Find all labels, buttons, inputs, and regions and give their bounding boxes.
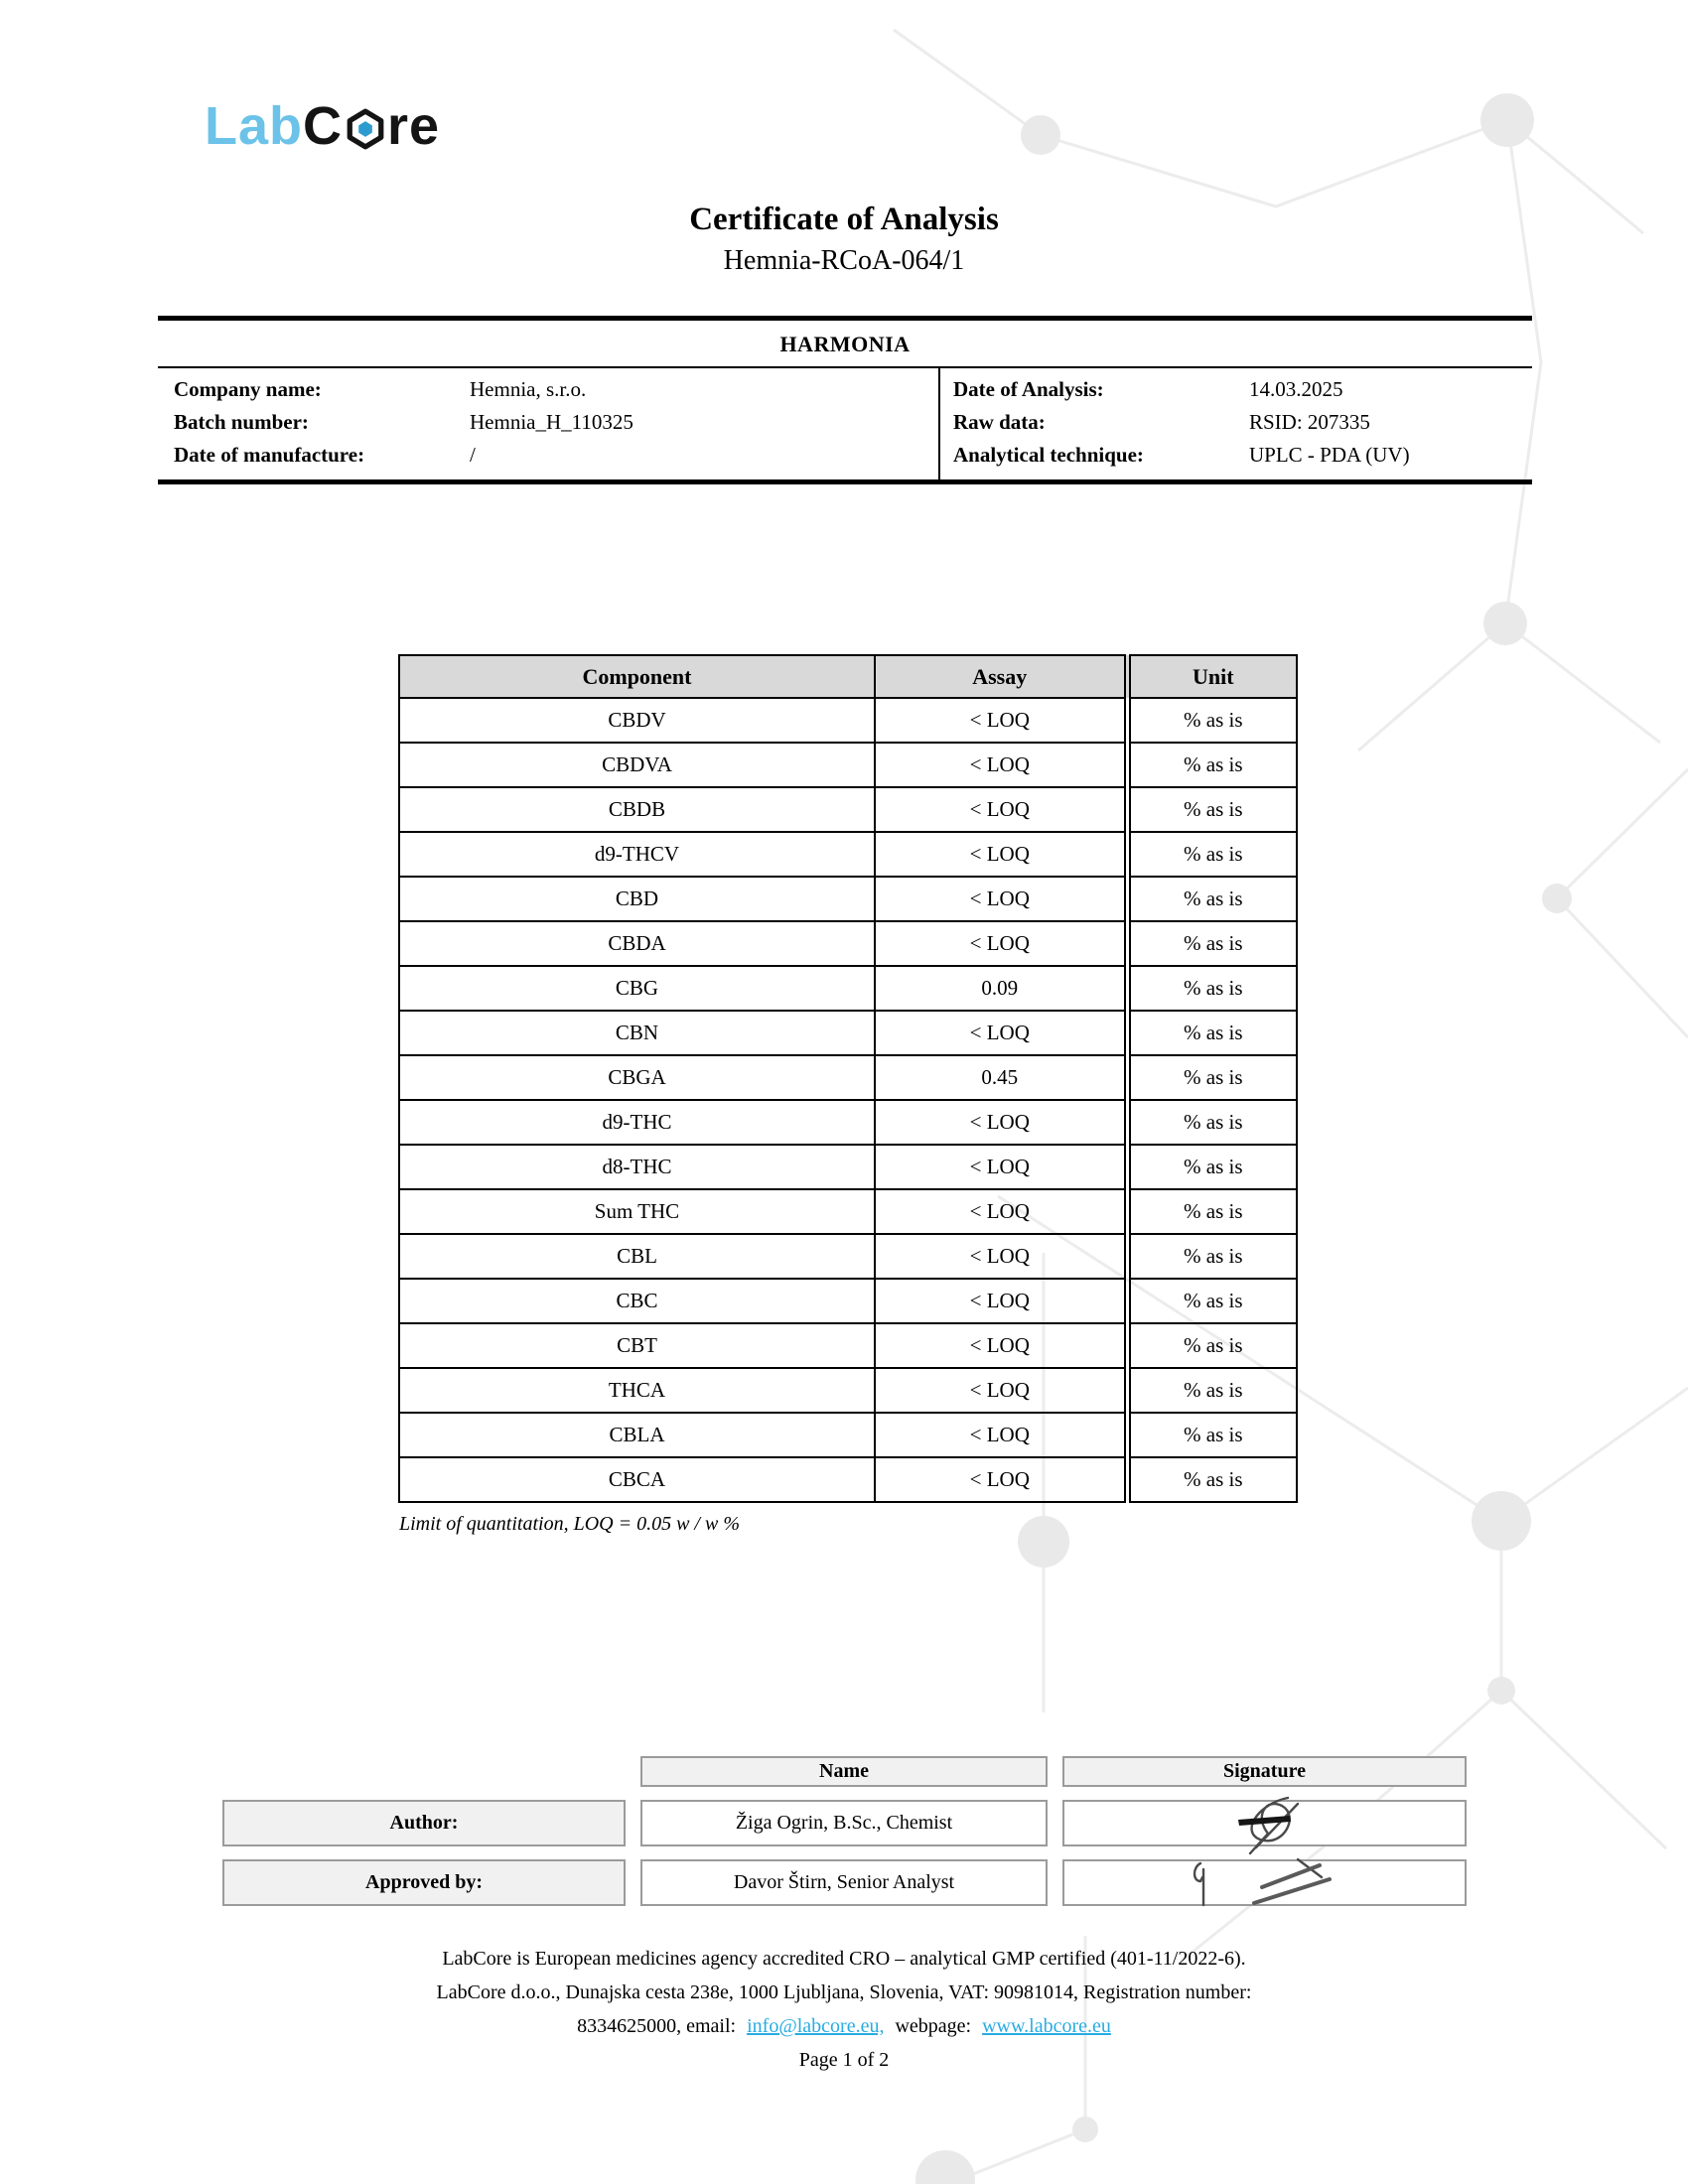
unit-cell: % as is: [1127, 921, 1297, 966]
component-cell: CBG: [399, 966, 875, 1011]
info-value: UPLC - PDA (UV): [1249, 443, 1410, 467]
table-row: [399, 1011, 1297, 1055]
table-row: [399, 787, 1297, 832]
component-cell: CBDVA: [399, 743, 875, 787]
approved-by-label: Approved by:: [222, 1859, 626, 1906]
info-value: /: [470, 443, 476, 467]
table-row: [399, 1189, 1297, 1234]
hexagon-o-icon: [345, 107, 386, 151]
unit-cell: % as is: [1127, 1011, 1297, 1055]
component-cell: d9-THC: [399, 1100, 875, 1145]
component-cell: CBC: [399, 1279, 875, 1323]
footer-contact-line: [0, 2009, 1688, 2043]
table-row: [399, 877, 1297, 921]
page-footer: [0, 1942, 1688, 2077]
table-row: [399, 1323, 1297, 1368]
assay-cell: < LOQ: [875, 1100, 1127, 1145]
unit-cell: % as is: [1127, 1145, 1297, 1189]
unit-cell: % as is: [1127, 698, 1297, 743]
table-row: [399, 832, 1297, 877]
assay-cell: < LOQ: [875, 698, 1127, 743]
component-cell: d9-THCV: [399, 832, 875, 877]
assay-cell: < LOQ: [875, 787, 1127, 832]
info-value: 14.03.2025: [1249, 377, 1343, 401]
table-row: [399, 966, 1297, 1011]
footer-accreditation-line: LabCore is European medicines agency accredited CRO – analytical GMP certified (401-11/2022-6).: [442, 1948, 1246, 1970]
assay-cell: < LOQ: [875, 1279, 1127, 1323]
unit-cell: % as is: [1127, 1189, 1297, 1234]
table-row: [399, 698, 1297, 743]
author-signature-scribble: [1171, 1792, 1359, 1855]
unit-cell: % as is: [1127, 1368, 1297, 1413]
results-header-row: [399, 655, 1297, 698]
footer-phone-email-label: 8334625000, email:: [577, 2015, 737, 2037]
author-label: Author:: [222, 1800, 626, 1846]
assay-cell: < LOQ: [875, 1368, 1127, 1413]
info-row: [953, 439, 1532, 472]
unit-cell: % as is: [1127, 1100, 1297, 1145]
webpage-link[interactable]: www.labcore.eu: [982, 2015, 1111, 2037]
approved-signature-scribble: [1171, 1851, 1359, 1915]
table-row: [399, 743, 1297, 787]
component-cell: CBDB: [399, 787, 875, 832]
info-row: [174, 406, 938, 439]
unit-cell: % as is: [1127, 1457, 1297, 1502]
assay-cell: < LOQ: [875, 1234, 1127, 1279]
component-cell: Sum THC: [399, 1189, 875, 1234]
results-table-wrapper: [398, 654, 1298, 1503]
loq-footnote: Limit of quantitation, LOQ = 0.05 w / w %: [399, 1513, 740, 1535]
name-column-header: Name: [640, 1756, 1048, 1787]
sample-info-section: [158, 316, 1532, 484]
unit-cell: % as is: [1127, 1234, 1297, 1279]
component-cell: CBCA: [399, 1457, 875, 1502]
info-value: RSID: 207335: [1249, 410, 1370, 434]
component-cell: d8-THC: [399, 1145, 875, 1189]
table-row: [399, 1100, 1297, 1145]
unit-cell: % as is: [1127, 832, 1297, 877]
unit-cell: % as is: [1127, 1055, 1297, 1100]
info-row: [953, 406, 1532, 439]
results-table: [398, 654, 1298, 1503]
info-label: Raw data:: [953, 410, 1046, 434]
author-name: Žiga Ogrin, B.Sc., Chemist: [640, 1800, 1048, 1846]
table-row: [399, 921, 1297, 966]
assay-cell: < LOQ: [875, 1413, 1127, 1457]
assay-cell: 0.09: [875, 966, 1127, 1011]
unit-cell: % as is: [1127, 787, 1297, 832]
component-cell: CBL: [399, 1234, 875, 1279]
signature-block: [222, 1756, 1467, 1906]
sample-info-left: [158, 368, 938, 479]
sample-info-body: [158, 366, 1532, 484]
unit-cell: % as is: [1127, 966, 1297, 1011]
component-cell: CBD: [399, 877, 875, 921]
component-cell: CBLA: [399, 1413, 875, 1457]
info-value: Hemnia_H_110325: [470, 410, 633, 434]
assay-cell: < LOQ: [875, 1323, 1127, 1368]
unit-cell: % as is: [1127, 1413, 1297, 1457]
assay-cell: < LOQ: [875, 1145, 1127, 1189]
col-header-assay: Assay: [875, 655, 1127, 698]
assay-cell: < LOQ: [875, 877, 1127, 921]
info-row: [174, 373, 938, 406]
logo-text-re: re: [387, 96, 441, 156]
table-row: [399, 1368, 1297, 1413]
report-number: Hemnia-RCoA-064/1: [723, 245, 965, 276]
assay-cell: < LOQ: [875, 832, 1127, 877]
info-label: Date of Analysis:: [953, 377, 1104, 401]
table-row: [399, 1457, 1297, 1502]
sample-info-right: [938, 368, 1532, 479]
logo-text-c: C: [303, 96, 344, 156]
assay-cell: < LOQ: [875, 1189, 1127, 1234]
component-cell: CBDA: [399, 921, 875, 966]
info-label: Company name:: [174, 377, 322, 401]
info-label: Analytical technique:: [953, 443, 1144, 467]
logo-text-lab: Lab: [205, 96, 304, 156]
component-cell: CBN: [399, 1011, 875, 1055]
table-row: [399, 1279, 1297, 1323]
assay-cell: < LOQ: [875, 921, 1127, 966]
info-label: Batch number:: [174, 410, 309, 434]
unit-cell: % as is: [1127, 1323, 1297, 1368]
approved-by-name: Davor Štirn, Senior Analyst: [640, 1859, 1048, 1906]
component-cell: CBDV: [399, 698, 875, 743]
table-row: [399, 1234, 1297, 1279]
component-cell: CBGA: [399, 1055, 875, 1100]
author-signature: [1062, 1800, 1467, 1846]
assay-cell: < LOQ: [875, 743, 1127, 787]
component-cell: CBT: [399, 1323, 875, 1368]
assay-cell: 0.45: [875, 1055, 1127, 1100]
col-header-unit: Unit: [1127, 655, 1297, 698]
email-link[interactable]: info@labcore.eu,: [747, 2015, 885, 2037]
info-row: [953, 373, 1532, 406]
unit-cell: % as is: [1127, 1279, 1297, 1323]
footer-address-line: LabCore d.o.o., Dunajska cesta 238e, 1000 Ljubljana, Slovenia, VAT: 90981014, Registration number:: [436, 1981, 1252, 2003]
page-indicator: Page 1 of 2: [798, 2049, 890, 2071]
unit-cell: % as is: [1127, 877, 1297, 921]
signature-column-header: Signature: [1062, 1756, 1467, 1787]
footer-webpage-label: webpage:: [895, 2015, 972, 2037]
col-header-component: Component: [399, 655, 875, 698]
unit-cell: % as is: [1127, 743, 1297, 787]
table-row: [399, 1055, 1297, 1100]
product-name: HARMONIA: [779, 332, 911, 356]
assay-cell: < LOQ: [875, 1011, 1127, 1055]
info-label: Date of manufacture:: [174, 443, 365, 467]
assay-cell: < LOQ: [875, 1457, 1127, 1502]
signature-header-spacer: [222, 1756, 626, 1787]
table-row: [399, 1413, 1297, 1457]
page-title: Certificate of Analysis: [689, 202, 999, 237]
approved-by-signature: [1062, 1859, 1467, 1906]
info-row: [174, 439, 938, 472]
table-row: [399, 1145, 1297, 1189]
component-cell: THCA: [399, 1368, 875, 1413]
info-value: Hemnia, s.r.o.: [470, 377, 587, 401]
labcore-logo: [205, 95, 440, 157]
